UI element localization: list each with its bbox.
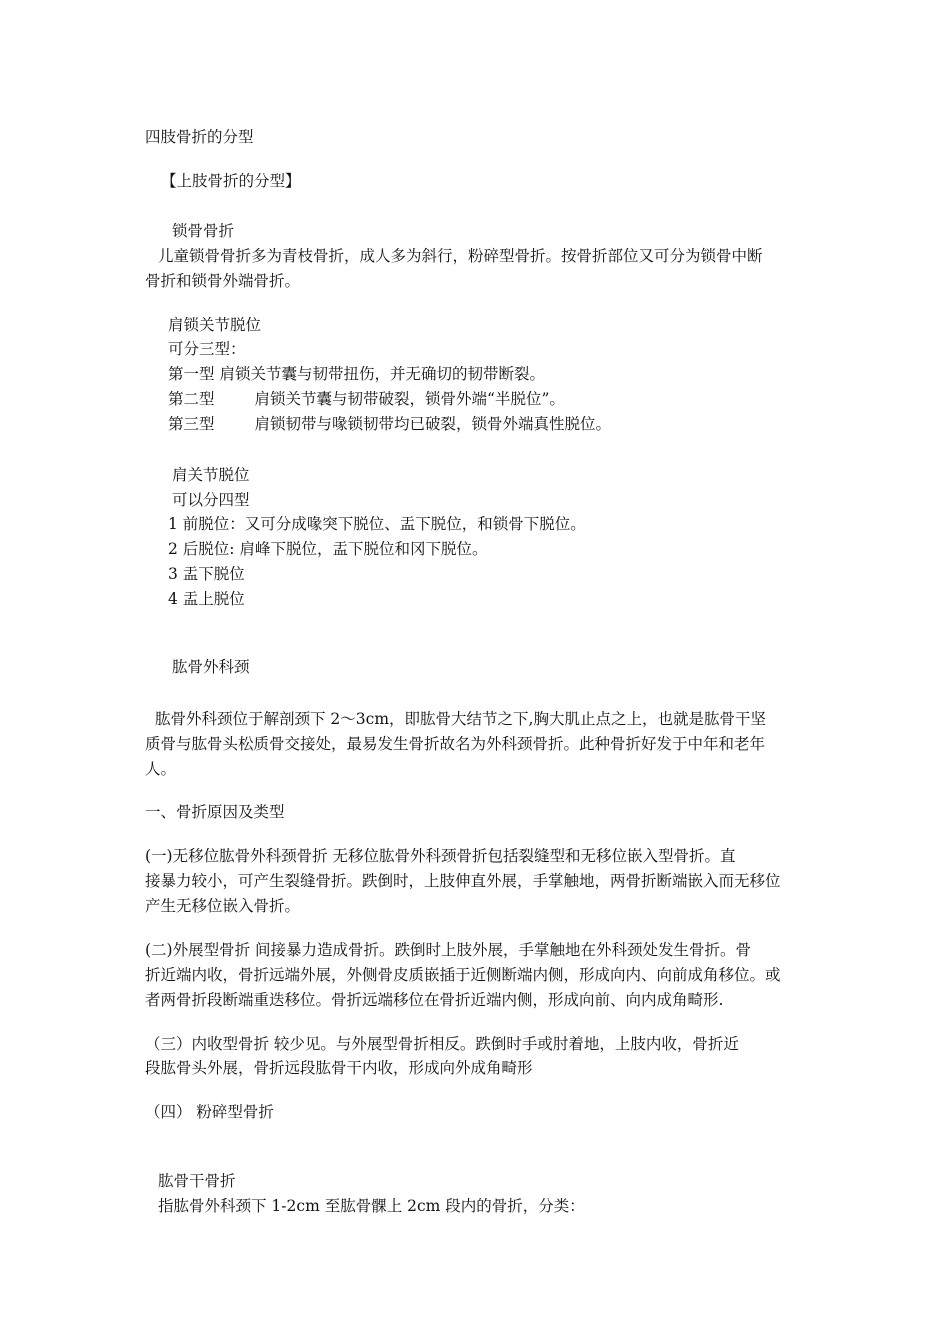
causes-types-heading: 一、骨折原因及类型 (145, 803, 285, 821)
acromioclavicular-type-row (168, 411, 611, 437)
type-label: 第一型 (168, 365, 215, 383)
type1-line: 接暴力较小，可产生裂缝骨折。跌倒时，上肢伸直外展，手掌触地，两骨折断端嵌入而无移位 (145, 872, 781, 890)
acromioclavicular-intro: 可分三型： (168, 340, 246, 358)
type4-line: （四） 粉碎型骨折 (145, 1103, 274, 1121)
type2-line: 折近端内收，骨折远端外展，外侧骨皮质嵌插于近侧断端内侧，形成向内、向前成角移位。或 (145, 966, 781, 984)
humeral-shaft-heading: 肱骨干骨折 (158, 1172, 236, 1190)
clavicle-heading: 锁骨骨折 (172, 222, 235, 240)
type3-line: （三）内收型骨折 较少见。与外展型骨折相反。跌倒时手或肘着地，上肢内收，骨折近 (145, 1035, 739, 1053)
type-label: 第三型 (168, 415, 215, 433)
type2-line: 者两骨折段断端重迭移位。骨折远端移位在骨折近端内侧，形成向前、向内成角畸形. (145, 991, 724, 1009)
type3-line: 段肱骨头外展，骨折远段肱骨干内收，形成向外成角畸形 (145, 1059, 533, 1077)
type-text: 肩锁关节囊与韧带破裂，锁骨外端“半脱位”。 (254, 390, 565, 408)
surgical-neck-paragraph-line: 肱骨外科颈位于解剖颈下 2～3cm，即肱骨大结节之下,胸大肌止点之上，也就是肱骨干坚 (155, 710, 766, 728)
document-title: 四肢骨折的分型 (145, 128, 254, 146)
acromioclavicular-type-row (168, 361, 545, 387)
shoulder-intro: 可以分四型 (172, 491, 250, 509)
type1-line: 产生无移位嵌入骨折。 (145, 897, 301, 915)
section-heading-upper-limb: 【上肢骨折的分型】 (161, 172, 301, 190)
surgical-neck-paragraph-line: 质骨与肱骨头松质骨交接处，最易发生骨折故名为外科颈骨折。此种骨折好发于中年和老年 (145, 735, 766, 753)
shoulder-list-item: 4 盂上脱位 (168, 590, 245, 608)
type2-line: (二)外展型骨折 间接暴力造成骨折。跌倒时上肢外展，手掌触地在外科颈处发生骨折。骨 (145, 941, 752, 959)
type-text: 肩锁韧带与喙锁韧带均已破裂，锁骨外端真性脱位。 (254, 415, 612, 433)
humeral-shaft-body: 指肱骨外科颈下 1-2cm 至肱骨髁上 2cm 段内的骨折，分类： (158, 1197, 585, 1215)
shoulder-list-item: 2 后脱位: 肩峰下脱位，盂下脱位和冈下脱位。 (168, 540, 488, 558)
clavicle-body-line: 骨折和锁骨外端骨折。 (145, 272, 301, 290)
acromioclavicular-heading: 肩锁关节脱位 (168, 316, 262, 334)
type-text: 肩锁关节囊与韧带扭伤，并无确切的韧带断裂。 (219, 365, 545, 383)
shoulder-list-item: 1 前脱位：又可分成喙突下脱位、盂下脱位，和锁骨下脱位。 (168, 515, 586, 533)
surgical-neck-heading: 肱骨外科颈 (172, 658, 250, 676)
type-label: 第二型 (168, 390, 215, 408)
shoulder-list-item: 3 盂下脱位 (168, 565, 245, 583)
surgical-neck-paragraph-line: 人。 (145, 760, 177, 778)
acromioclavicular-type-row (168, 386, 565, 412)
shoulder-heading: 肩关节脱位 (172, 466, 250, 484)
type1-line: (一)无移位肱骨外科颈骨折 无移位肱骨外科颈骨折包括裂缝型和无移位嵌入型骨折。直 (145, 847, 736, 865)
clavicle-body-line: 儿童锁骨骨折多为青枝骨折，成人多为斜行，粉碎型骨折。按骨折部位又可分为锁骨中断 (158, 247, 763, 265)
